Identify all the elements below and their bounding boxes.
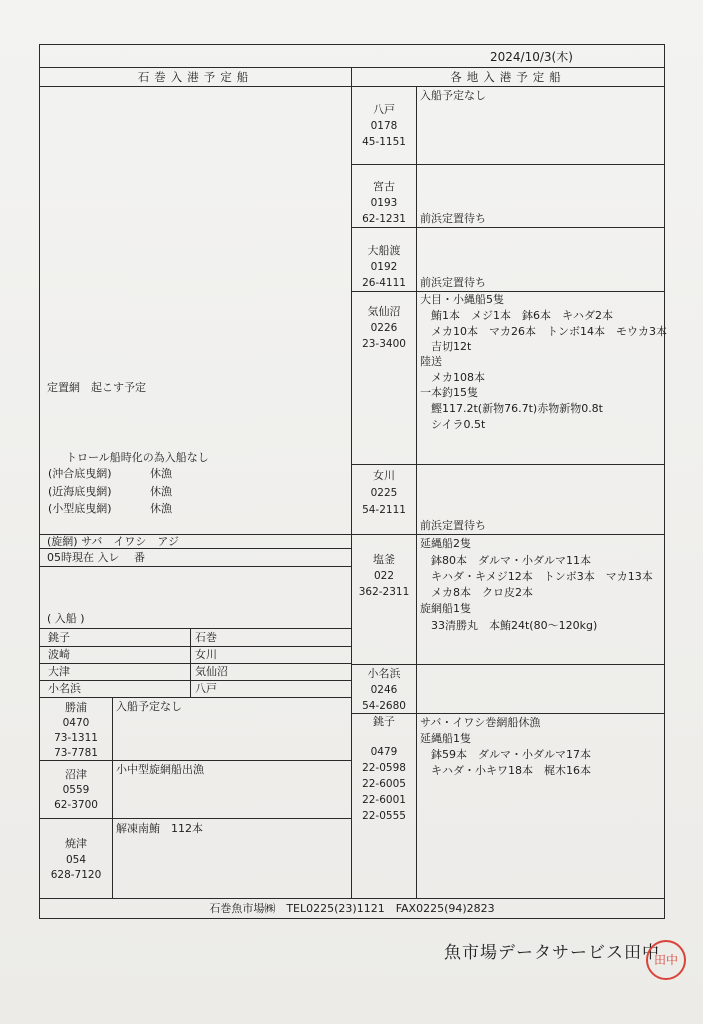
- seal-stamp-char: 田中: [653, 953, 678, 967]
- port-sep-4: [351, 464, 664, 465]
- port-phone: 54-2680: [362, 700, 406, 712]
- port-line: 吉切12t: [420, 340, 472, 353]
- seal-stamp: [646, 940, 686, 980]
- trawl-note: トロール船時化の為入船なし: [66, 451, 209, 464]
- trawl-row-status: 休漁: [150, 467, 172, 480]
- port-name: 塩釜: [373, 553, 395, 566]
- lower-port-name: 沼津: [65, 768, 87, 781]
- port-sep-7: [351, 713, 664, 714]
- trawl-row-label: (沖合底曳網): [48, 467, 112, 480]
- frame-bottom: [39, 918, 665, 919]
- port-phone: 22-6001: [362, 794, 406, 806]
- port-phone: 362-2311: [358, 586, 410, 598]
- header-row-bottom: [39, 86, 665, 87]
- port-name: 大船渡: [367, 244, 401, 257]
- left-sep-row2: [39, 663, 351, 664]
- date-label: 2024/10/3(木): [490, 50, 573, 64]
- port-line: 延縄船2隻: [420, 537, 471, 550]
- port-phone: 22-0555: [362, 810, 406, 822]
- port-phone: 23-3400: [362, 338, 406, 350]
- port-phone: 0226: [370, 322, 398, 334]
- lower-port-phone: 73-7781: [54, 747, 98, 759]
- lower-port-text: 入船予定なし: [116, 700, 182, 713]
- port-phone: 22-6005: [362, 778, 406, 790]
- port-line: 前浜定置待ち: [420, 276, 486, 289]
- port-line: 旋網船1隻: [420, 602, 471, 615]
- trawl-row-label: (近海底曳網): [48, 485, 112, 498]
- port-name: 宮古: [373, 180, 395, 193]
- port-line: 33清勝丸 本鮪24t(80～120kg): [420, 619, 598, 632]
- nyusen-dest: 石巻: [195, 631, 217, 644]
- signature: 魚市場データサービス田中: [444, 943, 660, 963]
- port-name: 女川: [373, 469, 395, 482]
- port-line: キハダ・キメジ12本 トンボ3本 マカ13本: [420, 570, 653, 583]
- port-line: 鮪1本 メジ1本 鉢6本 キハダ2本: [420, 309, 613, 322]
- port-line: 大目・小縄船5隻: [420, 293, 504, 306]
- lower-port-text: 小中型旋網船出漁: [116, 763, 204, 776]
- nyusen-dest: 八戸: [195, 682, 217, 695]
- port-phone: 54-2111: [362, 504, 406, 516]
- port-phone: 0225: [370, 487, 398, 499]
- date-row-bottom: [39, 67, 665, 68]
- left-sep-nyusen: [39, 628, 351, 629]
- port-sep-2: [351, 227, 664, 228]
- port-line: 鰹117.2t(新物76.7t)赤物新物0.8t: [420, 402, 603, 415]
- port-line: サバ・イワシ巻網船休漁: [420, 716, 541, 729]
- port-name: 小名浜: [367, 667, 401, 680]
- port-phone: 0192: [370, 261, 398, 273]
- port-sep-6: [351, 664, 664, 665]
- port-phone: 26-4111: [362, 277, 406, 289]
- port-name: 気仙沼: [367, 305, 401, 318]
- nyusen-dest: 女川: [195, 648, 217, 661]
- nyusen-port: 銚子: [48, 631, 70, 644]
- lower-port-name: 勝浦: [65, 701, 87, 714]
- lower-port-name: 焼津: [65, 837, 87, 850]
- port-line: メカ8本 クロ皮2本: [420, 586, 533, 599]
- port-phone: 45-1151: [362, 136, 406, 148]
- port-line: 鉢59本 ダルマ・小ダルマ17本: [420, 748, 591, 761]
- trawl-row-status: 休漁: [150, 485, 172, 498]
- left-sep-numazu: [39, 818, 351, 819]
- port-line: 一本釣15隻: [420, 386, 478, 399]
- trawl-row-label: (小型底曳網): [48, 502, 112, 515]
- makiami-species: (旋網) サバ イワシ アジ: [47, 535, 179, 548]
- left-sep-katsuura: [39, 760, 351, 761]
- port-line: メカ108本: [420, 371, 485, 384]
- nyusen-dest: 気仙沼: [195, 665, 228, 678]
- frame-right: [664, 44, 665, 919]
- port-phone: 0178: [370, 120, 398, 132]
- port-sep-1: [351, 164, 664, 165]
- port-phone: 0479: [370, 746, 398, 758]
- right-header: 各地入港予定船: [450, 70, 566, 84]
- port-phone: 62-1231: [362, 213, 406, 225]
- lower-port-phone: 0559: [62, 784, 90, 796]
- lower-port-phone: 0470: [62, 717, 90, 729]
- left-lower-name-divider: [112, 697, 113, 898]
- port-line: 鉢80本 ダルマ・小ダルマ11本: [420, 554, 591, 567]
- right-port-name-divider: [416, 86, 417, 899]
- port-phone: 022: [373, 570, 395, 582]
- port-phone: 22-0598: [362, 762, 406, 774]
- footer-contact: 石巻魚市場㈱ TEL0225(23)1121 FAX0225(94)2823: [209, 902, 495, 915]
- port-line: シイラ0.5t: [420, 418, 486, 431]
- makiami-time: 05時現在 入レ 番: [47, 551, 145, 564]
- lower-port-phone: 628-7120: [50, 869, 102, 881]
- left-nyusen-col: [190, 628, 191, 697]
- left-sep-time2: [39, 566, 351, 567]
- lower-port-phone: 054: [65, 854, 87, 866]
- lower-port-text: 解凍南鮪 112本: [116, 822, 203, 835]
- lower-port-phone: 62-3700: [54, 799, 98, 811]
- port-name: 八戸: [373, 103, 395, 116]
- teichi-note: 定置網 起こす予定: [47, 381, 146, 394]
- port-line: メカ10本 マカ26本 トンボ14本 モウカ3本: [420, 325, 667, 338]
- port-sep-3: [351, 291, 664, 292]
- nyusen-port: 波崎: [48, 648, 70, 661]
- port-phone: 0193: [370, 197, 398, 209]
- port-line: 延縄船1隻: [420, 732, 471, 745]
- port-sep-5: [351, 534, 664, 535]
- nyusen-port: 小名浜: [48, 682, 81, 695]
- port-line: 前浜定置待ち: [420, 212, 486, 225]
- left-header: 石巻入港予定船: [137, 70, 254, 84]
- port-name: 銚子: [373, 715, 395, 728]
- nyusen-label: ( 入船 ): [47, 612, 85, 625]
- left-sep-row1: [39, 646, 351, 647]
- footer-row-top: [39, 898, 665, 899]
- port-line: 陸送: [420, 355, 442, 368]
- trawl-row-status: 休漁: [150, 502, 172, 515]
- port-line: 入船予定なし: [420, 89, 486, 102]
- left-sep-row4: [39, 697, 351, 698]
- nyusen-port: 大津: [48, 665, 70, 678]
- lower-port-phone: 73-1311: [54, 732, 98, 744]
- port-line: 前浜定置待ち: [420, 519, 486, 532]
- port-line: キハダ・小キワ18本 梶木16本: [420, 764, 591, 777]
- frame-top: [39, 44, 665, 45]
- port-phone: 0246: [370, 684, 398, 696]
- left-sep-row3: [39, 680, 351, 681]
